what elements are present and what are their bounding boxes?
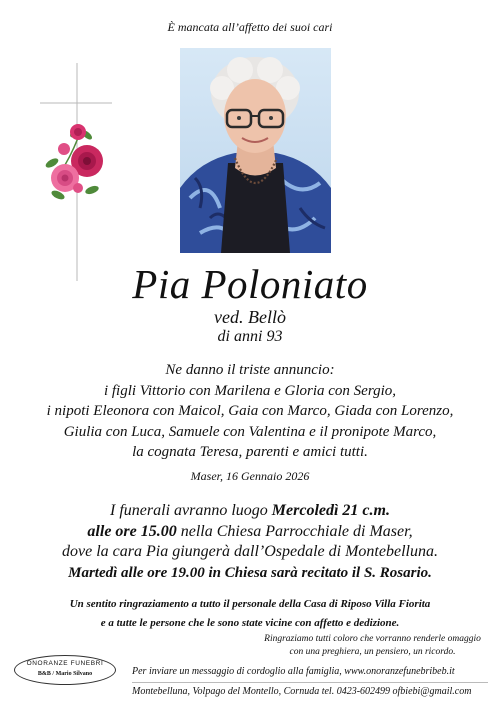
condolence-message: Per inviare un messaggio di cordoglio alla famiglia, www.onoranzefunebribeb.it: [132, 666, 455, 677]
announcement-line: Ne danno il triste annuncio:: [165, 362, 335, 378]
thanks-line: Un sentito ringraziamento a tutto il personale della Casa di Riposo Villa Fiorita: [69, 598, 431, 610]
announcement-line: i nipoti Eleonora con Maicol, Gaia con Marco, Giada con Lorenzo,: [46, 403, 454, 419]
funeral-line-3: dove la cara Pia giungerà dall’Ospedale di Montebelluna.: [62, 543, 438, 560]
small-thanks: [250, 633, 495, 658]
funeral-home-logo: [14, 655, 116, 685]
portrait-photo: [180, 48, 331, 253]
announcement-line: la cognata Teresa, parenti e amici tutti.: [132, 444, 368, 460]
place-date: Maser, 16 Gennaio 2026: [190, 469, 310, 483]
widow-of: ved. Bellò: [214, 307, 286, 327]
funeral-line-1: [0, 501, 500, 522]
rosary-info: Martedì alle ore 19.00 in Chiesa sarà recitato il S. Rosario.: [68, 565, 432, 581]
funeral-day: Mercoledì 21 c.m.: [271, 502, 390, 519]
logo-title: ONORANZE FUNEBRI: [26, 660, 104, 667]
small-thanks-line: Ringraziamo tutti coloro che vorranno renderle omaggio: [264, 634, 481, 644]
thanks-line: e a tutte le persone che le sono state vicine con affetto e dedizione.: [100, 617, 400, 629]
deceased-name: Pia Poloniato: [132, 261, 368, 307]
small-thanks-line: con una preghiera, un pensiero, un ricordo.: [289, 646, 456, 657]
funeral-time: alle ore 15.00: [87, 522, 177, 540]
thanks-note: [0, 595, 500, 633]
logo-subtitle: B&B / Mario Silvano: [37, 671, 93, 677]
funeral-info: [0, 501, 500, 563]
roses-icon: [44, 124, 103, 201]
funeral-line-2: [0, 522, 500, 543]
contacts: Montebelluna, Volpago del Montello, Cornuda tel. 0423-602499 ofbiebi@gmail.com: [132, 686, 472, 697]
footer-divider: [132, 682, 488, 683]
header-text: È mancata all’affetto dei suoi cari: [167, 20, 333, 34]
announcement: [0, 360, 500, 463]
age: di anni 93: [217, 328, 283, 345]
announcement-line: i figli Vittorio con Marilena e Gloria con Sergio,: [103, 382, 397, 399]
cross-icon: [40, 63, 112, 281]
funeral-intro: I funerali avranno luogo: [110, 502, 272, 519]
funeral-church: nella Chiesa Parrocchiale di Maser,: [176, 522, 413, 540]
announcement-line: Giulia con Luca, Samuele con Valentina e il pronipote Marco,: [63, 423, 437, 440]
